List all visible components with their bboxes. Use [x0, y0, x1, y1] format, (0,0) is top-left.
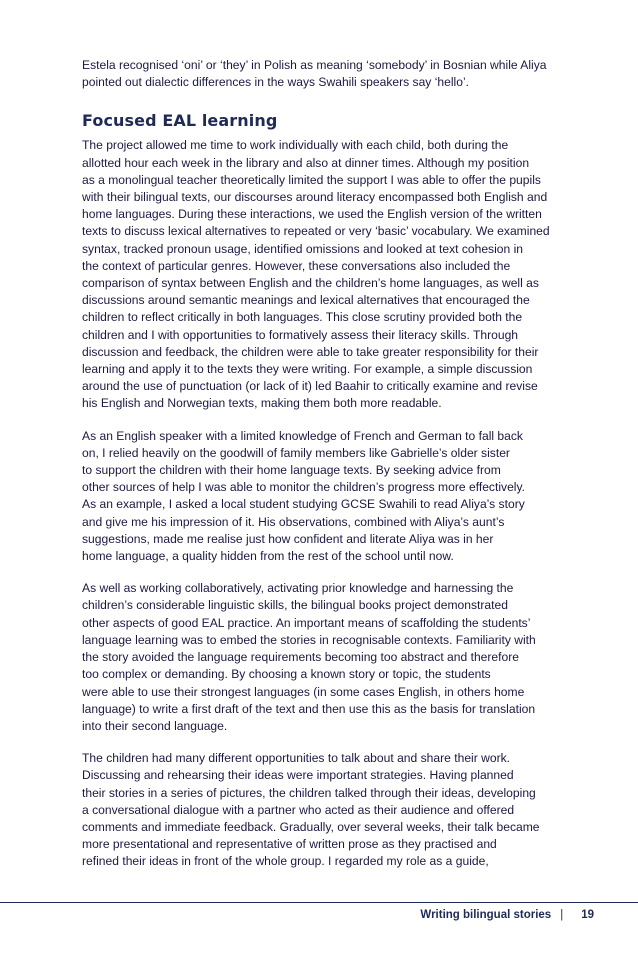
text-line: language learning was to embed the stories in recognisable contexts. Familiarity with	[82, 632, 536, 647]
text-line: with their bilingual texts, our discourses around literacy encompassed both English and	[82, 190, 548, 205]
text-line: pointed out dialectic differences in the ways Swahili speakers say ‘hello’.	[82, 75, 469, 90]
text-line: learning and apply it to the texts they were writing. For example, a simple discussion	[82, 362, 533, 377]
text-line: children and I with opportunities to formatively assess their literacy skills. Through	[82, 327, 519, 342]
text-line: discussions around semantic meanings and lexical alternatives that encouraged the	[82, 293, 530, 308]
text-line: their stories in a series of pictures, the children talked through their ideas, developing	[82, 785, 536, 800]
text-line: The project allowed me time to work individually with each child, both during the	[82, 138, 509, 153]
text-line: other aspects of good EAL practice. An important means of scaffolding the students’	[82, 615, 531, 630]
text-line: more presentational and representative of written prose as they practised and	[82, 837, 497, 852]
text-line: a conversational dialogue with a partner who acted as their audience and offered	[82, 802, 515, 817]
text-line: discussion and feedback, the children were able to take greater responsibility for their	[82, 344, 539, 359]
text-line: to support the children with their home language texts. By seeking advice from	[82, 463, 501, 478]
section-heading: Focused EAL learning	[82, 111, 278, 131]
text-line: language) to write a first draft of the text and then use this as the basis for translation	[82, 701, 536, 716]
text-line: The children had many different opportunities to talk about and share their work.	[82, 751, 511, 766]
text-line: home languages. During these interactions, we used the English version of the written	[82, 207, 542, 222]
text-line: children’s considerable linguistic skills, the bilingual books project demonstrated	[82, 598, 508, 613]
text-line: too complex or demanding. By choosing a known story or topic, the students	[82, 667, 491, 682]
text-line: around the use of punctuation (or lack of it) led Baahir to critically examine and revise	[82, 379, 538, 394]
text-line: As an example, I asked a local student studying GCSE Swahili to read Aliya’s story	[82, 497, 525, 512]
body-paragraph	[82, 428, 556, 566]
page-number: 19	[581, 909, 594, 921]
text-line: As well as working collaboratively, activating prior knowledge and harnessing the	[82, 581, 514, 596]
text-line: the story avoided the language requirements becoming too abstract and therefore	[82, 650, 519, 665]
running-title: Writing bilingual stories	[420, 909, 552, 921]
footer-separator: |	[560, 909, 564, 921]
text-line: on, I relied heavily on the goodwill of family members like Gabrielle’s older sister	[82, 445, 510, 460]
body-paragraph	[82, 137, 556, 412]
paragraphs	[82, 137, 556, 870]
text-line: suggestions, made me realise just how confident and literate Aliya was in her	[82, 531, 494, 546]
body-paragraph	[82, 750, 556, 870]
text-line: home language, a quality hidden from the rest of the school until now.	[82, 549, 454, 564]
page-footer	[420, 909, 594, 921]
text-line: As an English speaker with a limited knowledge of French and German to fall back	[82, 428, 523, 443]
page-body	[82, 57, 556, 886]
intro-paragraph	[82, 57, 556, 91]
text-line: were able to use their strongest languages (in some cases English, in others home	[82, 684, 525, 699]
footer-divider	[0, 902, 638, 903]
text-line: into their second language.	[82, 718, 228, 733]
text-line: Estela recognised ‘oni’ or ‘they’ in Polish as meaning ‘somebody’ in Bosnian while Aliya	[82, 58, 547, 72]
text-line: refined their ideas in front of the whole group. I regarded my role as a guide,	[82, 854, 489, 869]
text-line: comments and immediate feedback. Gradually, over several weeks, their talk became	[82, 819, 540, 834]
body-paragraph	[82, 580, 556, 735]
text-line: texts to discuss lexical alternatives to repeated or very ‘basic’ vocabulary. We examined	[82, 224, 550, 239]
text-line: as a monolingual teacher theoretically limited the support I was able to offer the pupils	[82, 172, 541, 187]
text-line: comparison of syntax between English and the children’s home languages, as well as	[82, 276, 539, 291]
text-line: other sources of help I was able to monitor the children’s progress more effectively.	[82, 480, 525, 495]
text-line: the context of particular genres. However, these conversations also included the	[82, 258, 511, 273]
text-line: allotted hour each week in the library and also at dinner times. Although my position	[82, 155, 530, 170]
text-line: children to reflect critically in both languages. This close scrutiny provided both the	[82, 310, 523, 325]
text-line: syntax, tracked pronoun usage, identified omissions and looked at text cohesion in	[82, 241, 524, 256]
text-line: and give me his impression of it. His observations, combined with Aliya’s aunt’s	[82, 514, 505, 529]
text-line: his English and Norwegian texts, making them both more readable.	[82, 396, 442, 411]
text-line: Discussing and rehearsing their ideas were important strategies. Having planned	[82, 768, 514, 783]
